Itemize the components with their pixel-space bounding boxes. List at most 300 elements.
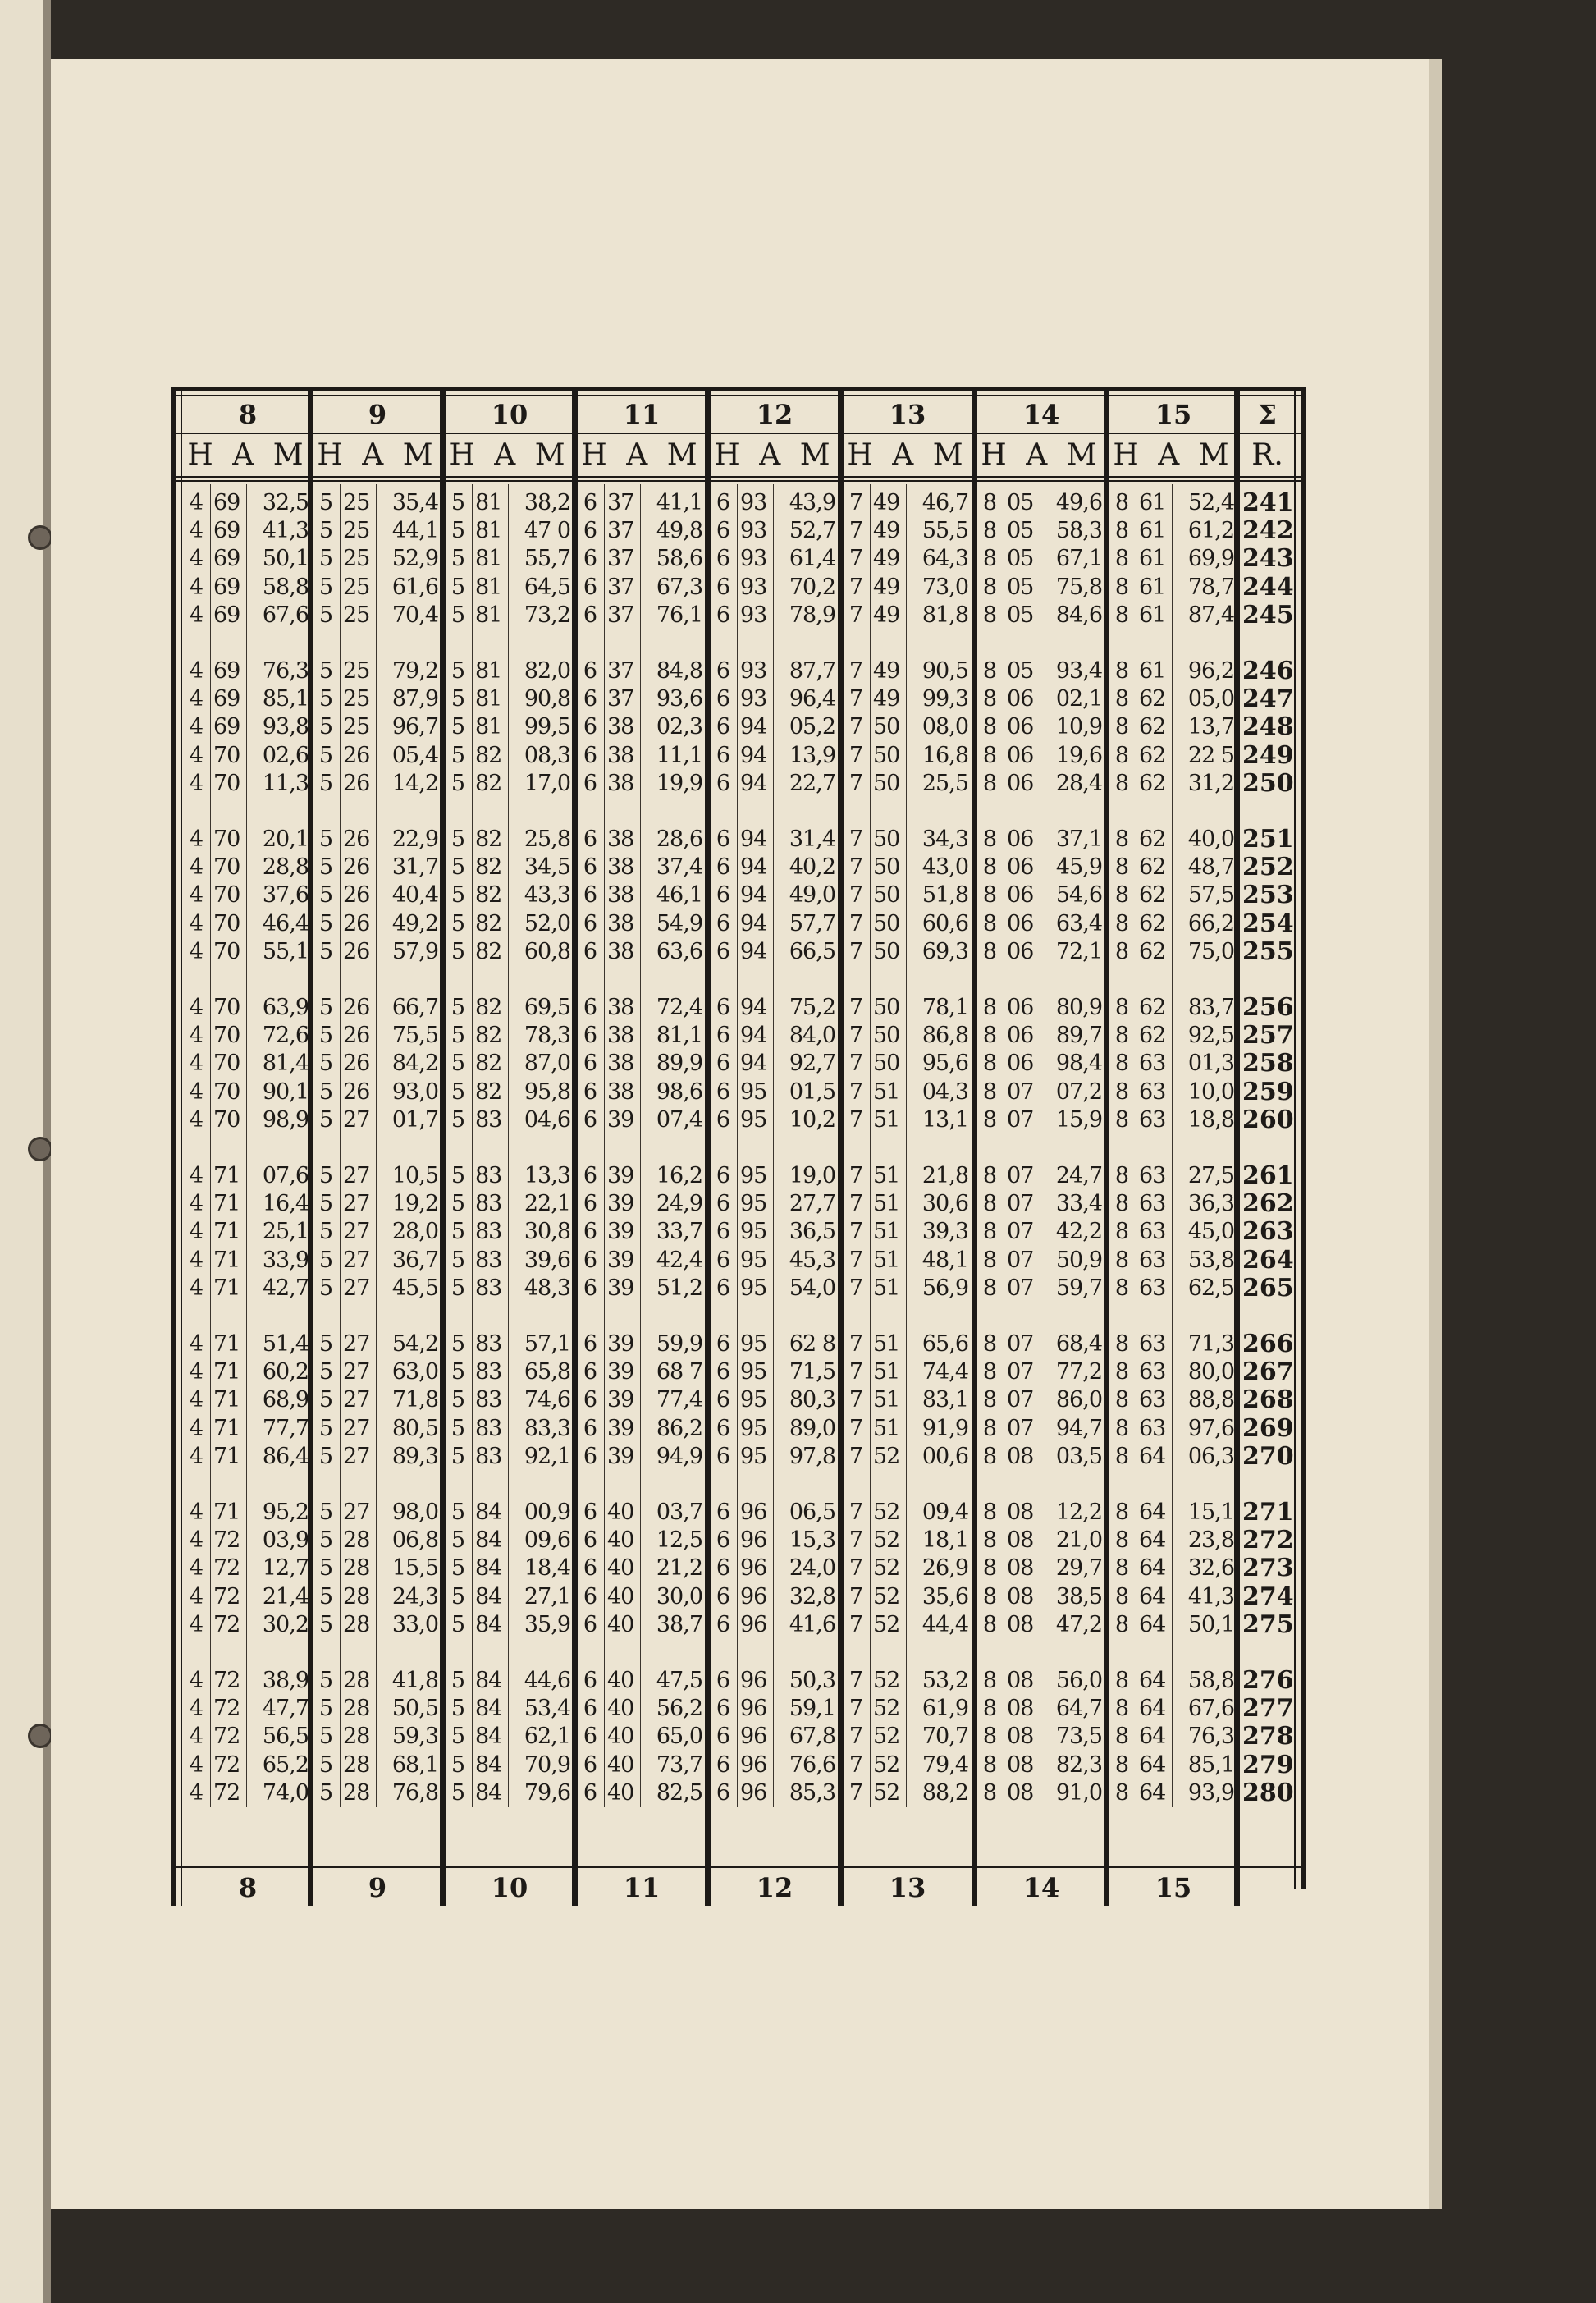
cell-a: 69 [213, 490, 240, 515]
cell-a: 82 [475, 1051, 502, 1077]
cell-h: 6 [583, 546, 597, 572]
cell-a: 64 [1139, 1751, 1166, 1778]
cell-a: 72 [213, 1611, 240, 1637]
cell-a: 84 [475, 1611, 502, 1637]
cell-a: 69 [213, 518, 240, 544]
cell-m: 16,4 [262, 1191, 309, 1217]
cell-m: 93,0 [391, 1078, 438, 1105]
cell-h: 5 [318, 1275, 333, 1301]
cell-m: 63,4 [1055, 910, 1102, 936]
cell-a: 49 [873, 602, 900, 628]
cell-h: 8 [982, 574, 997, 600]
cell-m: 58,8 [262, 574, 309, 600]
cell-m: 76,3 [262, 658, 309, 684]
cell-a: 81 [475, 546, 502, 572]
cell-h: 6 [716, 1611, 730, 1637]
cell-h: 8 [982, 1191, 997, 1217]
cell-h: 7 [848, 1106, 863, 1133]
cell-a: 71 [213, 1275, 240, 1301]
cell-a: 08 [1007, 1611, 1034, 1637]
cell-m: 49,2 [391, 910, 438, 936]
cell-h: 8 [982, 938, 997, 964]
cell-h: 4 [189, 854, 204, 881]
cell-a: 25 [343, 686, 370, 712]
cell-a: 94 [740, 995, 767, 1020]
row-number: 264 [1242, 1245, 1294, 1275]
cell-m: 41,1 [656, 490, 702, 515]
cell-m: 46,7 [921, 490, 968, 515]
cell-h: 4 [189, 1696, 204, 1722]
cell-h: 8 [1114, 546, 1129, 572]
cell-m: 62 8 [789, 1331, 835, 1357]
cell-h: 8 [1114, 1555, 1129, 1582]
cell-m: 89,7 [1055, 1023, 1102, 1049]
cell-h: 8 [982, 854, 997, 881]
cell-m: 66,5 [789, 938, 835, 964]
cell-a: 28 [343, 1751, 370, 1778]
cell-m: 25,5 [921, 770, 968, 796]
cell-a: 72 [213, 1724, 240, 1750]
cell-m: 82,5 [656, 1779, 702, 1806]
cell-h: 5 [450, 1387, 465, 1413]
cell-h: 8 [1114, 1023, 1129, 1049]
cell-a: 08 [1007, 1499, 1034, 1525]
cell-h: 4 [189, 1779, 204, 1806]
row-number: 251 [1242, 825, 1294, 854]
cell-a: 95 [740, 1191, 767, 1217]
cell-a: 38 [607, 1078, 634, 1105]
cell-m: 33,0 [391, 1611, 438, 1637]
row-number: 253 [1242, 881, 1294, 910]
cell-m: 73,0 [921, 574, 968, 600]
row-number: 259 [1242, 1077, 1294, 1106]
cell-h: 4 [189, 995, 204, 1020]
cell-m: 56,2 [656, 1696, 702, 1722]
cell-m: 06,5 [789, 1499, 835, 1525]
row-number: 272 [1242, 1526, 1294, 1555]
cell-m: 80,3 [789, 1387, 835, 1413]
cell-h: 4 [189, 1499, 204, 1525]
cell-a: 40 [607, 1611, 634, 1637]
cell-h: 8 [1114, 1051, 1129, 1077]
cell-h: 8 [982, 1331, 997, 1357]
cell-h: 5 [450, 1331, 465, 1357]
cell-h: 8 [1114, 1499, 1129, 1525]
group-footer-13: 13 [889, 1872, 926, 1903]
cell-h: 6 [583, 1415, 597, 1441]
cell-a: 84 [475, 1779, 502, 1806]
cell-a: 37 [607, 658, 634, 684]
cell-m: 09,6 [524, 1527, 570, 1554]
cell-h: 5 [318, 1191, 333, 1217]
cell-a: 63 [1139, 1078, 1166, 1105]
cell-h: 8 [982, 742, 997, 768]
cell-h: 6 [583, 686, 597, 712]
cell-m: 49,8 [656, 518, 702, 544]
cell-a: 40 [607, 1779, 634, 1806]
cell-m: 19,9 [656, 770, 702, 796]
cell-a: 96 [740, 1696, 767, 1722]
cell-h: 5 [450, 1191, 465, 1217]
row-number: 277 [1242, 1694, 1294, 1724]
cell-m: 36,5 [789, 1219, 835, 1245]
cell-a: 62 [1139, 854, 1166, 881]
cell-m: 65,0 [656, 1724, 702, 1750]
cell-m: 10,0 [1187, 1078, 1234, 1105]
cell-a: 06 [1007, 882, 1034, 909]
cell-h: 6 [716, 1499, 730, 1525]
cell-a: 06 [1007, 826, 1034, 852]
cell-a: 95 [740, 1443, 767, 1469]
cell-h: 4 [189, 686, 204, 712]
row-number: 252 [1242, 853, 1294, 882]
cell-a: 28 [343, 1527, 370, 1554]
cell-m: 62,1 [524, 1724, 570, 1750]
cell-a: 64 [1139, 1724, 1166, 1750]
cell-a: 63 [1139, 1051, 1166, 1077]
cell-a: 83 [475, 1415, 502, 1441]
cell-m: 38,2 [524, 490, 570, 515]
row-number: 274 [1242, 1582, 1294, 1611]
cell-h: 8 [982, 1555, 997, 1582]
cell-a: 51 [873, 1247, 900, 1273]
cell-h: 6 [716, 574, 730, 600]
row-number: 266 [1242, 1330, 1294, 1358]
cell-h: 5 [318, 882, 333, 909]
cell-h: 5 [450, 1527, 465, 1554]
cell-m: 96,7 [391, 714, 438, 740]
cell-m: 54,2 [391, 1331, 438, 1357]
cell-a: 05 [1007, 490, 1034, 515]
cell-h: 5 [318, 1668, 333, 1693]
cell-a: 95 [740, 1331, 767, 1357]
cell-h: 8 [982, 1359, 997, 1385]
cell-a: 38 [607, 770, 634, 796]
cell-h: 6 [583, 938, 597, 964]
cell-a: 83 [475, 1359, 502, 1385]
cell-h: 4 [189, 658, 204, 684]
cell-a: 94 [740, 826, 767, 852]
cell-h: 5 [318, 1499, 333, 1525]
cell-a: 06 [1007, 686, 1034, 712]
cell-a: 63 [1139, 1163, 1166, 1188]
cell-h: 6 [583, 882, 597, 909]
cell-h: 8 [1114, 742, 1129, 768]
cell-m: 82,3 [1055, 1751, 1102, 1778]
cell-m: 14,2 [391, 770, 438, 796]
cell-a: 93 [740, 602, 767, 628]
cell-m: 51,8 [921, 882, 968, 909]
cell-m: 70,7 [921, 1724, 968, 1750]
cell-h: 5 [318, 602, 333, 628]
column-rule [604, 484, 605, 1807]
cell-m: 67,3 [656, 574, 702, 600]
cell-h: 7 [848, 1191, 863, 1217]
cell-h: 6 [716, 1668, 730, 1693]
cell-h: 6 [716, 518, 730, 544]
cell-h: 8 [1114, 995, 1129, 1020]
cell-a: 37 [607, 518, 634, 544]
cell-a: 40 [607, 1751, 634, 1778]
cell-a: 52 [873, 1443, 900, 1469]
cell-h: 5 [318, 686, 333, 712]
cell-a: 50 [873, 854, 900, 881]
cell-h: 5 [318, 1696, 333, 1722]
cell-a: 25 [343, 602, 370, 628]
cell-h: 5 [450, 602, 465, 628]
cell-a: 63 [1139, 1331, 1166, 1357]
column-rule [210, 484, 211, 1807]
cell-m: 68,9 [262, 1387, 309, 1413]
row-number: 268 [1242, 1385, 1294, 1415]
group-footer-14: 14 [1022, 1872, 1060, 1903]
cell-m: 61,9 [921, 1696, 968, 1722]
cell-a: 39 [607, 1387, 634, 1413]
column-rule [640, 484, 641, 1807]
cell-h: 5 [450, 1499, 465, 1525]
cell-a: 50 [873, 995, 900, 1020]
cell-a: 69 [213, 602, 240, 628]
cell-h: 6 [583, 1668, 597, 1693]
cell-h: 6 [583, 1023, 597, 1049]
cell-m: 38,7 [656, 1611, 702, 1637]
cell-h: 6 [583, 1191, 597, 1217]
cell-a: 49 [873, 490, 900, 515]
cell-m: 44,1 [391, 518, 438, 544]
cell-m: 19,2 [391, 1191, 438, 1217]
cell-a: 63 [1139, 1415, 1166, 1441]
cell-h: 6 [716, 658, 730, 684]
cell-a: 52 [873, 1696, 900, 1722]
cell-h: 8 [1114, 602, 1129, 628]
cell-a: 83 [475, 1191, 502, 1217]
cell-a: 07 [1007, 1106, 1034, 1133]
cell-h: 8 [982, 1415, 997, 1441]
cell-m: 81,4 [262, 1051, 309, 1077]
cell-m: 25,8 [524, 826, 570, 852]
cell-m: 10,2 [789, 1106, 835, 1133]
cell-m: 45,9 [1055, 854, 1102, 881]
column-rule [737, 484, 738, 1807]
cell-a: 64 [1139, 1527, 1166, 1554]
cell-h: 5 [318, 1078, 333, 1105]
cell-h: 5 [450, 658, 465, 684]
cell-a: 84 [475, 1499, 502, 1525]
cell-h: 8 [1114, 1163, 1129, 1188]
cell-h: 6 [716, 714, 730, 740]
cell-h: 4 [189, 1275, 204, 1301]
cell-a: 49 [873, 574, 900, 600]
cell-m: 81,8 [921, 602, 968, 628]
cell-h: 6 [583, 1527, 597, 1554]
cell-m: 18,4 [524, 1555, 570, 1582]
cell-h: 6 [583, 1359, 597, 1385]
cell-a: 96 [740, 1499, 767, 1525]
cell-a: 64 [1139, 1583, 1166, 1609]
cell-a: 07 [1007, 1275, 1034, 1301]
cell-h: 6 [716, 1583, 730, 1609]
cell-a: 71 [213, 1387, 240, 1413]
cell-m: 10,5 [391, 1163, 438, 1188]
cell-h: 7 [848, 1219, 863, 1245]
cell-a: 08 [1007, 1527, 1034, 1554]
cell-m: 79,4 [921, 1751, 968, 1778]
cell-a: 52 [873, 1583, 900, 1609]
cell-a: 63 [1139, 1359, 1166, 1385]
cell-m: 71,3 [1187, 1331, 1234, 1357]
cell-h: 5 [318, 1247, 333, 1273]
cell-m: 57,9 [391, 938, 438, 964]
cell-a: 49 [873, 686, 900, 712]
cell-h: 7 [848, 938, 863, 964]
cell-h: 8 [1114, 938, 1129, 964]
cell-a: 40 [607, 1555, 634, 1582]
cell-h: 8 [982, 1611, 997, 1637]
cell-h: 8 [982, 1443, 997, 1469]
cell-h: 7 [848, 1751, 863, 1778]
cell-a: 93 [740, 574, 767, 600]
cell-h: 5 [318, 1387, 333, 1413]
cell-m: 33,7 [656, 1219, 702, 1245]
cell-h: 8 [1114, 1696, 1129, 1722]
cell-m: 12,7 [262, 1555, 309, 1582]
cell-h: 8 [982, 546, 997, 572]
cell-h: 4 [189, 1387, 204, 1413]
group-header-9: 9 [368, 399, 387, 430]
cell-h: 6 [716, 602, 730, 628]
cell-m: 76,6 [789, 1751, 835, 1778]
cell-h: 7 [848, 1527, 863, 1554]
cell-m: 86,4 [262, 1443, 309, 1469]
cell-a: 71 [213, 1247, 240, 1273]
cell-h: 6 [583, 490, 597, 515]
cell-h: 6 [716, 770, 730, 796]
cell-m: 06,3 [1187, 1443, 1234, 1469]
cell-a: 26 [343, 1051, 370, 1077]
cell-m: 60,6 [921, 910, 968, 936]
cell-a: 08 [1007, 1696, 1034, 1722]
cell-m: 86,2 [656, 1415, 702, 1441]
cell-h: 8 [982, 1078, 997, 1105]
cell-m: 08,3 [524, 742, 570, 768]
cell-m: 78,9 [789, 602, 835, 628]
cell-h: 6 [583, 1275, 597, 1301]
cell-m: 03,7 [656, 1499, 702, 1525]
cell-h: 5 [450, 1415, 465, 1441]
cell-m: 53,8 [1187, 1247, 1234, 1273]
cell-a: 39 [607, 1247, 634, 1273]
cell-a: 70 [213, 1078, 240, 1105]
cell-h: 5 [450, 1583, 465, 1609]
cell-m: 66,7 [391, 995, 438, 1020]
ham-label: H A M [187, 438, 309, 472]
cell-m: 27,5 [1187, 1163, 1234, 1188]
cell-h: 6 [716, 1724, 730, 1750]
cell-h: 5 [318, 1219, 333, 1245]
cell-m: 91,9 [921, 1415, 968, 1441]
cell-m: 78,1 [921, 995, 968, 1020]
cell-h: 6 [716, 1219, 730, 1245]
cell-a: 64 [1139, 1611, 1166, 1637]
cell-h: 6 [716, 1415, 730, 1441]
cell-m: 85,1 [1187, 1751, 1234, 1778]
cell-a: 82 [475, 1023, 502, 1049]
cell-h: 7 [848, 518, 863, 544]
cell-a: 39 [607, 1359, 634, 1385]
cell-h: 5 [318, 826, 333, 852]
cell-h: 5 [450, 714, 465, 740]
cell-h: 5 [318, 518, 333, 544]
column-rule [340, 484, 341, 1807]
cell-h: 5 [318, 995, 333, 1020]
cell-m: 21,2 [656, 1555, 702, 1582]
cell-m: 55,7 [524, 546, 570, 572]
cell-h: 8 [1114, 1247, 1129, 1273]
cell-m: 94,7 [1055, 1415, 1102, 1441]
cell-h: 5 [450, 742, 465, 768]
ham-label: H A M [1113, 438, 1234, 472]
cell-a: 96 [740, 1611, 767, 1637]
cell-h: 6 [583, 1247, 597, 1273]
cell-h: 6 [583, 714, 597, 740]
r-label: R. [1251, 438, 1283, 472]
cell-a: 62 [1139, 882, 1166, 909]
cell-h: 5 [450, 1724, 465, 1750]
cell-m: 01,7 [391, 1106, 438, 1133]
cell-m: 34,5 [524, 854, 570, 881]
cell-a: 26 [343, 910, 370, 936]
cell-a: 26 [343, 995, 370, 1020]
cell-a: 81 [475, 518, 502, 544]
cell-a: 26 [343, 1078, 370, 1105]
cell-m: 66,2 [1187, 910, 1234, 936]
cell-a: 39 [607, 1219, 634, 1245]
cell-m: 28,4 [1055, 770, 1102, 796]
cell-a: 82 [475, 770, 502, 796]
cell-h: 6 [716, 1527, 730, 1554]
cell-a: 64 [1139, 1668, 1166, 1693]
cell-a: 61 [1139, 574, 1166, 600]
cell-m: 38,9 [262, 1668, 309, 1693]
cell-a: 94 [740, 854, 767, 881]
cell-m: 65,2 [262, 1751, 309, 1778]
cell-h: 6 [583, 1051, 597, 1077]
cell-h: 5 [318, 1555, 333, 1582]
cell-h: 5 [318, 1751, 333, 1778]
cell-h: 7 [848, 910, 863, 936]
cell-m: 30,6 [921, 1191, 968, 1217]
cell-h: 8 [982, 826, 997, 852]
cell-m: 31,7 [391, 854, 438, 881]
cell-a: 84 [475, 1527, 502, 1554]
cell-a: 62 [1139, 770, 1166, 796]
cell-h: 4 [189, 1023, 204, 1049]
cell-h: 6 [583, 1751, 597, 1778]
cell-h: 7 [848, 770, 863, 796]
cell-a: 63 [1139, 1387, 1166, 1413]
cell-m: 50,5 [391, 1696, 438, 1722]
cell-a: 95 [740, 1359, 767, 1385]
cell-a: 64 [1139, 1555, 1166, 1582]
cell-a: 27 [343, 1331, 370, 1357]
cell-h: 5 [318, 1611, 333, 1637]
cell-h: 7 [848, 995, 863, 1020]
row-number: 254 [1242, 909, 1294, 938]
cell-m: 94,9 [656, 1443, 702, 1469]
cell-h: 7 [848, 1415, 863, 1441]
cell-m: 67,6 [262, 602, 309, 628]
cell-h: 4 [189, 1443, 204, 1469]
